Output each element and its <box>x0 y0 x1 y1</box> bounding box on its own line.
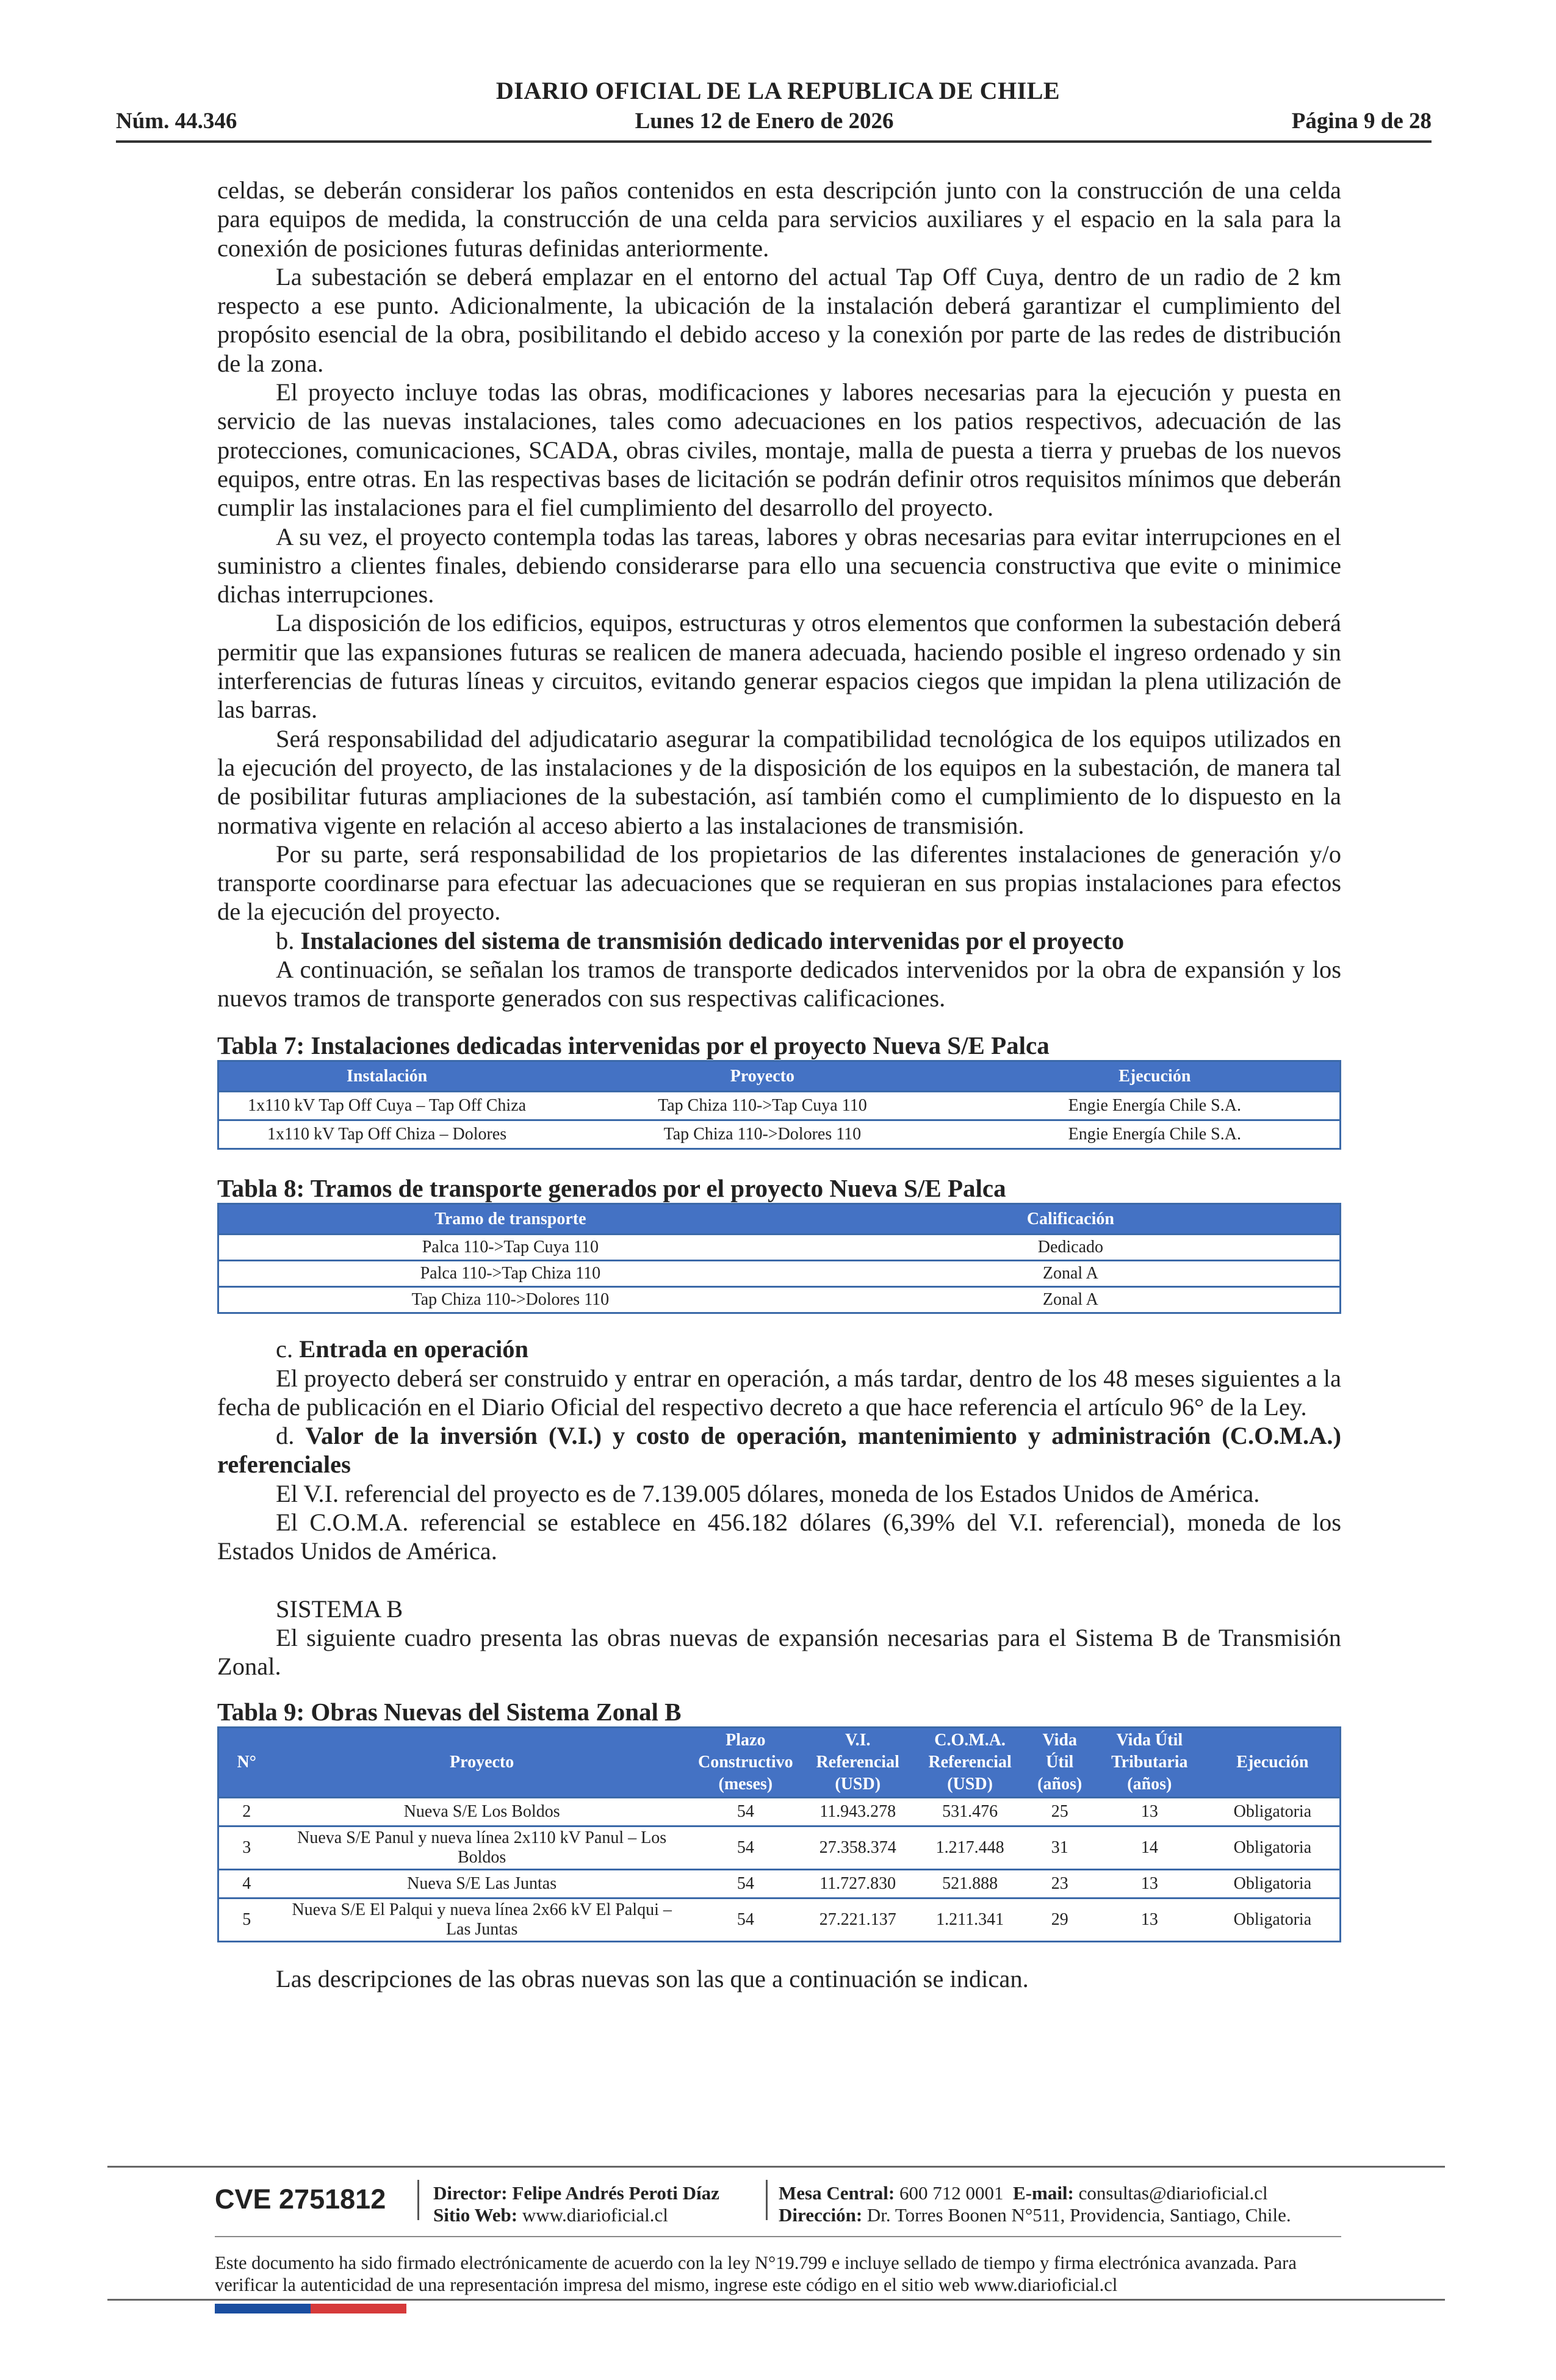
section-letter: c. <box>276 1335 294 1363</box>
table-cell: Dedicado <box>802 1235 1341 1261</box>
issue-date: Lunes 12 de Enero de 2026 <box>635 109 894 134</box>
table-row <box>218 1261 1341 1287</box>
table-cell: Nueva S/E Panul y nueva línea 2x110 kV Panul – Los Boldos <box>274 1826 689 1870</box>
address: Dr. Torres Boonen N°511, Providencia, Santiago, Chile. <box>866 2204 1291 2226</box>
table-cell: Nueva S/E Las Juntas <box>274 1870 689 1899</box>
table-header-row <box>218 1203 1341 1234</box>
paragraph: Por su parte, será responsabilidad de los propietarios de las diferentes instalaciones de generación y/o transporte coordinarse para efectuar las adecuaciones que se requieran en sus propias instalaciones para efectos de la ejecución del proyecto. <box>217 840 1341 926</box>
table-cell: 3 <box>218 1826 275 1870</box>
table-cell: 54 <box>690 1899 802 1942</box>
footer-divider <box>215 2236 1341 2237</box>
table-cell: Obligatoria <box>1206 1899 1341 1942</box>
table-row <box>218 1287 1341 1313</box>
flag-stripe-red <box>311 2304 406 2313</box>
table-row <box>218 1826 1341 1870</box>
table-cell: Zonal A <box>802 1261 1341 1287</box>
footer-contact-block <box>779 2182 1291 2226</box>
section-title: Instalaciones del sistema de transmisión dedicado intervenidas por el proyecto <box>300 926 1125 954</box>
column-header: V.I. Referencial (USD) <box>802 1728 914 1798</box>
table-cell: 2 <box>218 1798 275 1826</box>
paragraph: El proyecto incluye todas las obras, modificaciones y labores necesarias para la ejecución y puesta en servicio de las nuevas instalaciones, tales como adecuaciones en los patios respectivos, adecuación de las protecciones, comunicaciones, SCADA, obras civiles, montaje, malla de puesta a tierra y pruebas de los nuevos equipos, entre otras. En las respectivas bases de licitación se podrán definir otros requisitos mínimos que deberán cumplir las instalaciones para el fiel cumplimiento del desarrollo del proyecto. <box>217 378 1341 522</box>
table-cell: Zonal A <box>802 1287 1341 1313</box>
table-cell: 531.476 <box>914 1798 1026 1826</box>
table-header-row <box>218 1728 1341 1798</box>
newspaper-title: DIARIO OFICIAL DE LA REPUBLICA DE CHILE <box>495 77 1061 104</box>
table-cell: 4 <box>218 1870 275 1899</box>
table-cell: Obligatoria <box>1206 1826 1341 1870</box>
table-row <box>218 1120 1341 1149</box>
column-header: Instalación <box>218 1061 555 1091</box>
sistema-b-title: SISTEMA B <box>276 1595 403 1623</box>
table-cell: Palca 110->Tap Cuya 110 <box>218 1235 802 1261</box>
column-header: N° <box>218 1728 275 1798</box>
table-cell: 1x110 kV Tap Off Cuya – Tap Off Chiza <box>218 1091 555 1120</box>
table-cell: 31 <box>1026 1826 1093 1870</box>
paragraph: A continuación, se señalan los tramos de transporte dedicados intervenidos por la obra de expansión y los nuevos tramos de transporte generados con sus respectivas calificaciones. <box>217 956 1341 1012</box>
section-c-heading <box>217 1335 1341 1363</box>
column-header: Proyecto <box>555 1061 970 1091</box>
header-row <box>116 104 1432 134</box>
header-divider <box>116 140 1432 143</box>
website-label: Sitio Web: <box>433 2204 518 2226</box>
issue-number: Núm. 44.346 <box>116 109 237 134</box>
table-cell: 13 <box>1093 1899 1206 1942</box>
footer-divider <box>107 2166 1445 2168</box>
table-cell: 25 <box>1026 1798 1093 1826</box>
table-cell: 29 <box>1026 1899 1093 1942</box>
table-cell: 27.358.374 <box>802 1826 914 1870</box>
column-header: Ejecución <box>970 1061 1341 1091</box>
paragraph: El proyecto deberá ser construido y entrar en operación, a más tardar, dentro de los 48 meses siguientes a la fecha de publicación en el Diario Oficial del respectivo decreto a que hace referencia el artículo 96° de la Ley. <box>217 1364 1341 1421</box>
column-header: Plazo Constructivo (meses) <box>690 1728 802 1798</box>
footer-separator <box>766 2180 768 2220</box>
paragraph: La disposición de los edificios, equipos, estructuras y otros elementos que conformen la subestación deberá permitir que las expansiones futuras se realicen de manera adecuada, haciendo posible el ingreso ordenado y sin interferencias de futuras líneas y circuitos, evitando generar espacios ciegos que impidan la plena utilización de las barras. <box>217 609 1341 724</box>
paragraph: A su vez, el proyecto contempla todas las tareas, labores y obras necesarias para evitar interrupciones en el suministro a clientes finales, debiendo considerarse para ello una secuencia constructiva que evite o minimice dichas interrupciones. <box>217 522 1341 608</box>
section-letter: d. <box>276 1422 295 1450</box>
table-cell: 13 <box>1093 1870 1206 1899</box>
table-row <box>218 1899 1341 1942</box>
document-body <box>217 176 1341 1994</box>
table-cell: Tap Chiza 110->Dolores 110 <box>218 1287 802 1313</box>
table-cell: 27.221.137 <box>802 1899 914 1942</box>
table-caption: Tabla 7: Instalaciones dedicadas intervenidas por el proyecto Nueva S/E Palca <box>217 1031 1050 1059</box>
website-link[interactable]: www.diarioficial.cl <box>522 2204 668 2226</box>
paragraph: El V.I. referencial del proyecto es de 7.139.005 dólares, moneda de los Estados Unidos de América. <box>276 1479 1260 1507</box>
section-letter: b. <box>276 926 295 954</box>
paragraph: La subestación se deberá emplazar en el entorno del actual Tap Off Cuya, dentro de un radio de 2 km respecto a ese punto. Adicionalmente, la ubicación de la instalación deberá garantizar el cumplimiento del propósito esencial de la obra, posibilitando el debido acceso y la conexión por parte de las redes de distribución de la zona. <box>217 262 1341 377</box>
table-cell: 11.727.830 <box>802 1870 914 1899</box>
paragraph: Será responsabilidad del adjudicatario asegurar la compatibilidad tecnológica de los equipos utilizados en la ejecución del proyecto, de las instalaciones y de la disposición de los equipos en la subestación, de manera tal de posibilitar futuras ampliaciones de la subestación, así también como el cumplimiento de lo dispuesto en la normativa vigente en relación al acceso abierto a las instalaciones de transmisión. <box>217 724 1341 839</box>
paragraph: celdas, se deberán considerar los paños contenidos en esta descripción junto con la construcción de una celda para equipos de medida, la construcción de una celda para servicios auxiliares y el espacio en la sala para la conexión de posiciones futuras definidas anteriormente. <box>217 176 1341 262</box>
column-header: Ejecución <box>1206 1728 1341 1798</box>
page-indicator: Página 9 de 28 <box>1291 109 1432 134</box>
table-cell: 54 <box>690 1870 802 1899</box>
section-b-heading <box>217 926 1341 955</box>
table-cell: 14 <box>1093 1826 1206 1870</box>
column-header: C.O.M.A. Referencial (USD) <box>914 1728 1026 1798</box>
section-title: Entrada en operación <box>299 1335 528 1363</box>
table-9 <box>217 1726 1341 1942</box>
paragraph: El C.O.M.A. referencial se establece en 456.182 dólares (6,39% del V.I. referencial), moneda de los Estados Unidos de América. <box>217 1508 1341 1565</box>
table-cell: 1.211.341 <box>914 1899 1026 1942</box>
column-header: Proyecto <box>274 1728 689 1798</box>
table-row <box>218 1870 1341 1899</box>
table-cell: Tap Chiza 110->Dolores 110 <box>555 1120 970 1149</box>
director-name: Felipe Andrés Peroti Díaz <box>512 2182 719 2204</box>
footer-divider <box>107 2299 1445 2301</box>
column-header: Calificación <box>802 1203 1341 1234</box>
director-label: Director: <box>433 2182 508 2204</box>
section-title: Valor de la inversión (V.I.) y costo de operación, mantenimiento y administración (C.O.M.A.) referenciales <box>217 1422 1341 1479</box>
table-7 <box>217 1060 1341 1150</box>
table-cell: 1x110 kV Tap Off Chiza – Dolores <box>218 1120 555 1149</box>
table-cell: Nueva S/E Los Boldos <box>274 1798 689 1826</box>
table-cell: 521.888 <box>914 1870 1026 1899</box>
paragraph: El siguiente cuadro presenta las obras nuevas de expansión necesarias para el Sistema B de Transmisión Zonal. <box>217 1623 1341 1681</box>
footer-separator <box>417 2180 419 2220</box>
table-cell: Nueva S/E El Palqui y nueva línea 2x66 kV El Palqui – Las Juntas <box>274 1899 689 1942</box>
table-cell: Engie Energía Chile S.A. <box>970 1120 1341 1149</box>
table-cell: 5 <box>218 1899 275 1942</box>
phone-label: Mesa Central: <box>779 2182 895 2204</box>
table-cell: Tap Chiza 110->Tap Cuya 110 <box>555 1091 970 1120</box>
flag-stripe-blue <box>215 2304 311 2313</box>
phone-number: 600 712 0001 <box>899 2182 1004 2204</box>
table-row <box>218 1091 1341 1120</box>
table-row <box>218 1235 1341 1261</box>
table-cell: Obligatoria <box>1206 1870 1341 1899</box>
column-header: Tramo de transporte <box>218 1203 802 1234</box>
table-8 <box>217 1203 1341 1314</box>
column-header: Vida Útil (años) <box>1026 1728 1093 1798</box>
table-header-row <box>218 1061 1341 1091</box>
table-cell: 54 <box>690 1798 802 1826</box>
table-cell: Obligatoria <box>1206 1798 1341 1826</box>
cve-code: CVE 2751812 <box>215 2183 386 2215</box>
table-cell: Palca 110->Tap Chiza 110 <box>218 1261 802 1287</box>
table-cell: 54 <box>690 1826 802 1870</box>
column-header: Vida Útil Tributaria (años) <box>1093 1728 1206 1798</box>
table-caption: Tabla 8: Tramos de transporte generados por el proyecto Nueva S/E Palca <box>217 1174 1006 1202</box>
footer-director-block <box>433 2182 719 2226</box>
table-cell: 13 <box>1093 1798 1206 1826</box>
signature-note: Este documento ha sido firmado electrónicamente de acuerdo con la ley N°19.799 e incluye sellado de tiempo y firma electrónica avanzada. Para verificar la autenticidad de una representación impresa del mismo, ingrese este código en el sitio web www.diarioficial.cl <box>215 2252 1297 2295</box>
table-cell: 23 <box>1026 1870 1093 1899</box>
table-cell: 11.943.278 <box>802 1798 914 1826</box>
closing-paragraph: Las descripciones de las obras nuevas son las que a continuación se indican. <box>276 1965 1029 1993</box>
section-d-heading <box>217 1421 1341 1479</box>
table-caption: Tabla 9: Obras Nuevas del Sistema Zonal B <box>217 1698 682 1726</box>
address-label: Dirección: <box>779 2204 863 2226</box>
email-label: E-mail: <box>1013 2182 1074 2204</box>
email-link[interactable]: consultas@diarioficial.cl <box>1078 2182 1268 2204</box>
table-cell: Engie Energía Chile S.A. <box>970 1091 1341 1120</box>
table-cell: 1.217.448 <box>914 1826 1026 1870</box>
table-row <box>218 1798 1341 1826</box>
